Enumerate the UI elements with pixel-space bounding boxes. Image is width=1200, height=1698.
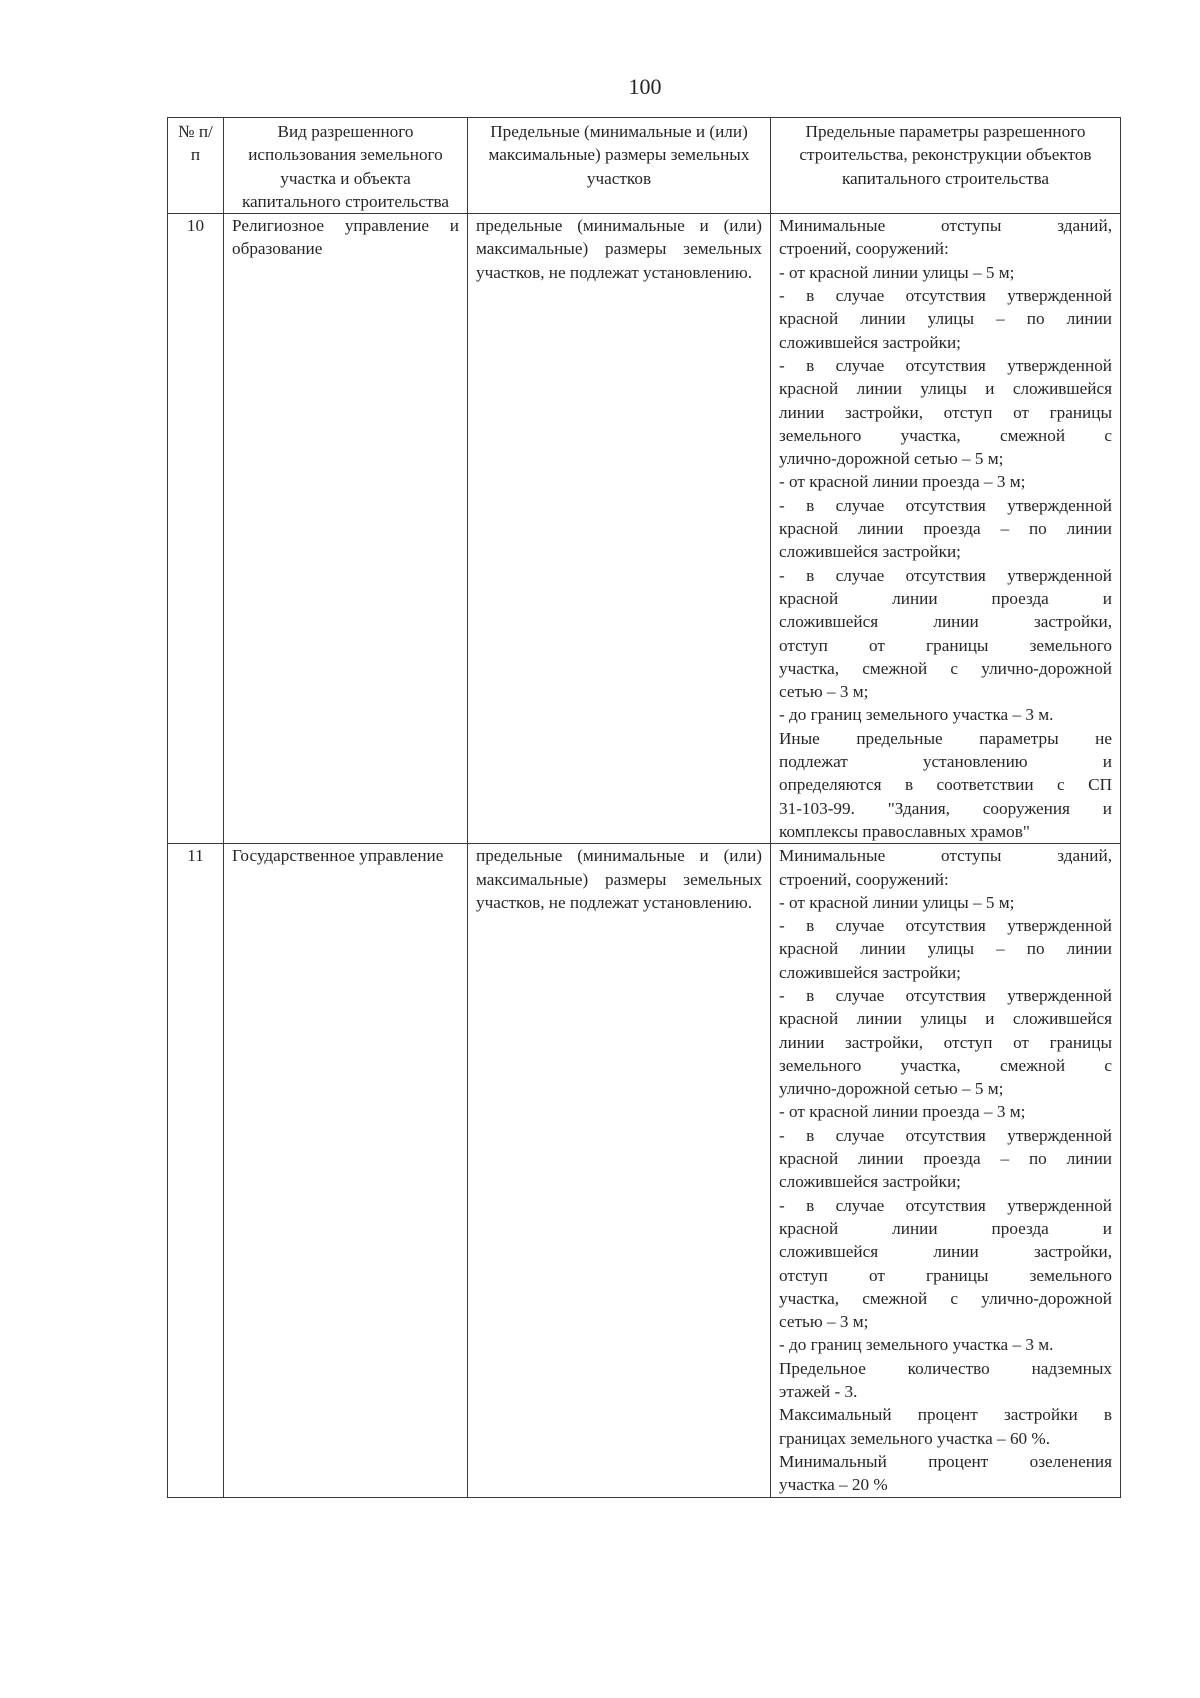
params-line: красной линии улицы – по линии	[779, 939, 1112, 959]
params-text	[779, 844, 1112, 1496]
params-line: - до границ земельного участка – 3 м.	[779, 1335, 1054, 1355]
row-num: 10	[168, 214, 224, 844]
params-text	[779, 214, 1112, 843]
params-line: сложившейся застройки;	[779, 542, 961, 562]
params-line: Максимальный процент застройки в	[779, 1405, 1112, 1425]
params-line: сложившейся линии застройки,	[779, 1242, 1112, 1262]
header-num: № п/п	[168, 118, 224, 214]
params-line: - в случае отсутствия утвержденной	[779, 286, 1112, 306]
header-use-type: Вид разрешенного использования земельного участка и объекта капитального строительства	[224, 118, 468, 214]
params-line: сетью – 3 м;	[779, 1312, 869, 1332]
params-line: - от красной линии улицы – 5 м;	[779, 262, 1015, 282]
params-line: сетью – 3 м;	[779, 682, 869, 702]
params-line: земельного участка, смежной с	[779, 425, 1112, 445]
params-line: земельного участка, смежной с	[779, 1055, 1112, 1075]
row-sizes: предельные (минимальные и (или) максимальные) размеры земельных участков, не подлежат установлению.	[468, 214, 771, 844]
params-line: - в случае отсутствия утвержденной	[779, 916, 1112, 936]
params-line: участка – 20 %	[779, 1475, 888, 1495]
row-params	[771, 214, 1121, 844]
table-header-row	[168, 118, 1121, 214]
params-line: строений, сооружений:	[779, 239, 949, 259]
params-line: красной линии проезда и	[779, 1218, 1112, 1238]
row-num: 11	[168, 844, 224, 1497]
header-params: Предельные параметры разрешенного строительства, реконструкции объектов капитального строительства	[771, 118, 1121, 214]
params-line: - до границ земельного участка – 3 м.	[779, 705, 1054, 725]
params-line: границах земельного участка – 60 %.	[779, 1428, 1051, 1448]
params-line: отступ от границы земельного	[779, 1265, 1112, 1285]
params-line: сложившейся застройки;	[779, 962, 961, 982]
params-line: этажей - 3.	[779, 1382, 858, 1402]
params-line: сложившейся застройки;	[779, 332, 961, 352]
table-row	[168, 214, 1121, 844]
params-line: красной линии улицы и сложившейся	[779, 1009, 1112, 1029]
params-line: улично-дорожной сетью – 5 м;	[779, 1079, 1004, 1099]
params-line: сложившейся застройки;	[779, 1172, 961, 1192]
params-line: - от красной линии проезда – 3 м;	[779, 1102, 1026, 1122]
params-line: сложившейся линии застройки,	[779, 612, 1112, 632]
params-line: 31-103-99. "Здания, сооружения и	[779, 798, 1112, 818]
params-line: Минимальные отступы зданий,	[779, 846, 1112, 866]
params-line: красной линии улицы и сложившейся	[779, 379, 1112, 399]
params-line: подлежат установлению и	[779, 752, 1112, 772]
params-line: - в случае отсутствия утвержденной	[779, 985, 1112, 1005]
params-line: линии застройки, отступ от границы	[779, 402, 1112, 422]
row-use-type: Религиозное управление и образование	[224, 214, 468, 844]
params-line: строений, сооружений:	[779, 869, 949, 889]
params-line: - в случае отсутствия утвержденной	[779, 565, 1112, 585]
params-line: Минимальные отступы зданий,	[779, 216, 1112, 236]
row-sizes: предельные (минимальные и (или) максимальные) размеры земельных участков, не подлежат установлению.	[468, 844, 771, 1497]
params-line: - в случае отсутствия утвержденной	[779, 495, 1112, 515]
params-line: Минимальный процент озеленения	[779, 1451, 1112, 1471]
land-use-table	[167, 117, 1121, 1498]
params-line: красной линии улицы – по линии	[779, 309, 1112, 329]
params-line: участка, смежной с улично-дорожной	[779, 658, 1112, 678]
params-line: красной линии проезда – по линии	[779, 519, 1112, 539]
params-line: - в случае отсутствия утвержденной	[779, 355, 1112, 375]
row-use-type: Государственное управление	[224, 844, 468, 1497]
row-params	[771, 844, 1121, 1497]
params-line: - от красной линии проезда – 3 м;	[779, 472, 1026, 492]
params-line: комплексы православных храмов"	[779, 821, 1030, 841]
params-line: - в случае отсутствия утвержденной	[779, 1125, 1112, 1145]
params-line: красной линии проезда и	[779, 588, 1112, 608]
params-line: линии застройки, отступ от границы	[779, 1032, 1112, 1052]
params-line: определяются в соответствии с СП	[779, 775, 1112, 795]
params-line: Иные предельные параметры не	[779, 728, 1112, 748]
table-row	[168, 844, 1121, 1497]
params-line: - в случае отсутствия утвержденной	[779, 1195, 1112, 1215]
params-line: улично-дорожной сетью – 5 м;	[779, 449, 1004, 469]
params-line: отступ от границы земельного	[779, 635, 1112, 655]
page-number: 100	[628, 74, 662, 99]
params-line: Предельное количество надземных	[779, 1358, 1112, 1378]
params-line: - от красной линии улицы – 5 м;	[779, 892, 1015, 912]
header-sizes: Предельные (минимальные и (или) максимальные) размеры земельных участков	[468, 118, 771, 214]
params-line: участка, смежной с улично-дорожной	[779, 1288, 1112, 1308]
params-line: красной линии проезда – по линии	[779, 1149, 1112, 1169]
